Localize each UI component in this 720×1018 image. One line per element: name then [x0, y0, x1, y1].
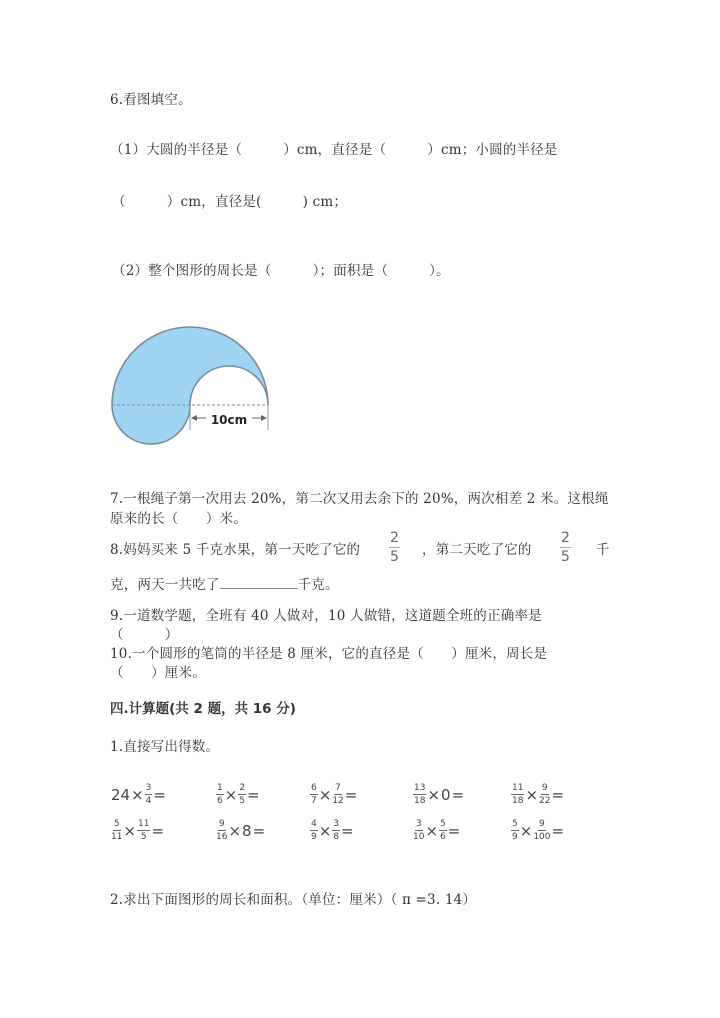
times-sign: × — [318, 786, 332, 804]
equals-sign: = — [344, 786, 358, 804]
calc-item — [511, 784, 565, 806]
equals-sign: = — [451, 786, 465, 804]
frac-numerator: 9 — [541, 783, 548, 793]
calc-q2-title: 2.求出下面图形的周长和面积。（单位：厘米）（ π =3. 14） — [110, 892, 477, 908]
calc-item — [111, 820, 165, 842]
times-sign: × — [427, 786, 441, 804]
frac-numerator: 2 — [390, 530, 399, 546]
frac-denominator: 22 — [539, 796, 551, 806]
times-sign: × — [519, 822, 533, 840]
fraction — [332, 820, 340, 842]
integer: 8 — [242, 822, 252, 840]
fraction — [145, 784, 153, 806]
frac-numerator: 4 — [311, 819, 317, 829]
fraction — [216, 784, 224, 806]
frac-numerator: 3 — [415, 819, 422, 829]
equals-sign: = — [447, 822, 461, 840]
frac-denominator: 100 — [533, 832, 551, 842]
q10-line1: 10.一个圆形的笔筒的半径是 8 厘米，它的直径是（ ）厘米，周长是 — [110, 646, 548, 662]
frac-denominator: 12 — [332, 796, 344, 806]
frac-denominator: 8 — [333, 832, 340, 842]
frac-denominator: 6 — [440, 832, 446, 842]
fraction — [511, 784, 524, 806]
fraction — [439, 820, 447, 842]
q9-line2: （ ） — [110, 627, 179, 643]
fraction — [533, 820, 550, 842]
q6-title: 6.看图填空。 — [110, 92, 192, 108]
answer-blank — [220, 587, 298, 589]
frac-denominator: 11 — [111, 832, 123, 842]
frac-denominator: 10 — [413, 832, 425, 842]
calc-q1-title: 1.直接写出得数。 — [110, 739, 220, 755]
times-sign: × — [228, 822, 242, 840]
frac-denominator: 5 — [561, 549, 570, 565]
equals-sign: = — [252, 822, 266, 840]
q6-part2: （2）整个图形的周长是（ ）；面积是（ ）。 — [112, 263, 450, 279]
figure-dimension-label: 10cm — [210, 413, 248, 427]
integer: 24 — [111, 786, 131, 804]
calc-item — [310, 820, 355, 842]
q8-line2-text: 克，两天一共吃了 — [110, 577, 220, 593]
frac-numerator: 1 — [217, 783, 223, 793]
fraction — [238, 784, 246, 806]
frac-numerator: 3 — [333, 819, 340, 829]
fraction — [413, 784, 426, 806]
q8-fraction-2 — [560, 531, 571, 564]
q6-part1-line2: （ ）cm，直径是( ) cm； — [112, 194, 348, 210]
section-4-title: 四.计算题(共 2 题，共 16 分) — [110, 701, 296, 717]
fraction — [539, 784, 550, 806]
frac-numerator: 7 — [335, 783, 341, 793]
frac-denominator: 5 — [239, 796, 246, 806]
calc-item — [413, 820, 461, 842]
frac-numerator: 9 — [218, 819, 225, 829]
frac-numerator: 13 — [414, 783, 426, 793]
fraction — [511, 820, 519, 842]
frac-denominator: 7 — [311, 796, 317, 806]
q10-line2: （ ）厘米。 — [110, 665, 206, 681]
frac-denominator: 5 — [140, 832, 147, 842]
calc-item — [216, 784, 261, 806]
fraction — [310, 820, 318, 842]
frac-numerator: 6 — [311, 783, 317, 793]
times-sign: × — [123, 822, 137, 840]
calc-item — [511, 820, 565, 842]
q9-line1: 9.一道数学题，全班有 40 人做对，10 人做错，这道题全班的正确率是 — [110, 608, 542, 624]
frac-denominator: 9 — [311, 832, 317, 842]
frac-denominator: 16 — [216, 832, 228, 842]
frac-numerator: 3 — [145, 783, 152, 793]
equals-sign: = — [151, 822, 165, 840]
equals-sign: = — [153, 786, 166, 804]
frac-denominator: 6 — [217, 796, 223, 806]
frac-denominator: 18 — [512, 796, 524, 806]
equals-sign: = — [341, 822, 354, 840]
frac-numerator: 9 — [539, 819, 545, 829]
frac-denominator: 9 — [512, 832, 518, 842]
calc-item — [111, 784, 167, 806]
integer: 0 — [441, 786, 451, 804]
times-sign: × — [525, 786, 539, 804]
q7-line1: 7.一根绳子第一次用去 20%，第二次又用去余下的 20%，两次相差 2 米。这根绳 — [110, 491, 609, 507]
frac-numerator: 5 — [440, 819, 446, 829]
q8-part1: 8.妈妈买来 5 千克水果，第一天吃了它的 — [110, 542, 361, 558]
times-sign: × — [425, 822, 439, 840]
times-sign: × — [318, 822, 332, 840]
fraction — [137, 820, 150, 842]
calc-item — [413, 784, 465, 806]
calc-item — [310, 784, 358, 806]
frac-numerator: 5 — [113, 819, 120, 829]
frac-denominator: 4 — [145, 796, 152, 806]
fraction — [111, 820, 122, 842]
fraction — [310, 784, 318, 806]
frac-numerator: 11 — [138, 819, 150, 829]
calc-item — [216, 820, 266, 842]
frac-numerator: 5 — [512, 819, 518, 829]
equals-sign: = — [551, 786, 565, 804]
times-sign: × — [131, 786, 144, 804]
times-sign: × — [224, 786, 238, 804]
q7-line2: 原来的长（ ）米。 — [110, 511, 247, 527]
fraction — [332, 784, 343, 806]
frac-numerator: 11 — [512, 783, 524, 793]
equals-sign: = — [551, 822, 565, 840]
q8-part2: ，第二天吃了它的 — [422, 542, 532, 558]
q6-part1-line1: （1）大圆的半径是（ ）cm，直径是（ ）cm；小圆的半径是 — [110, 142, 558, 158]
q8-line2-unit: 千克。 — [297, 577, 339, 593]
fraction — [413, 820, 424, 842]
q8-line2 — [110, 573, 339, 593]
fraction — [216, 820, 227, 842]
semicircle-figure — [100, 320, 290, 455]
q8-part3: 千 — [596, 542, 610, 558]
frac-numerator: 2 — [561, 530, 570, 546]
frac-denominator: 18 — [414, 796, 426, 806]
equals-sign: = — [247, 786, 260, 804]
frac-denominator: 5 — [390, 549, 399, 565]
frac-numerator: 2 — [239, 783, 246, 793]
q8-fraction-1 — [389, 531, 400, 564]
